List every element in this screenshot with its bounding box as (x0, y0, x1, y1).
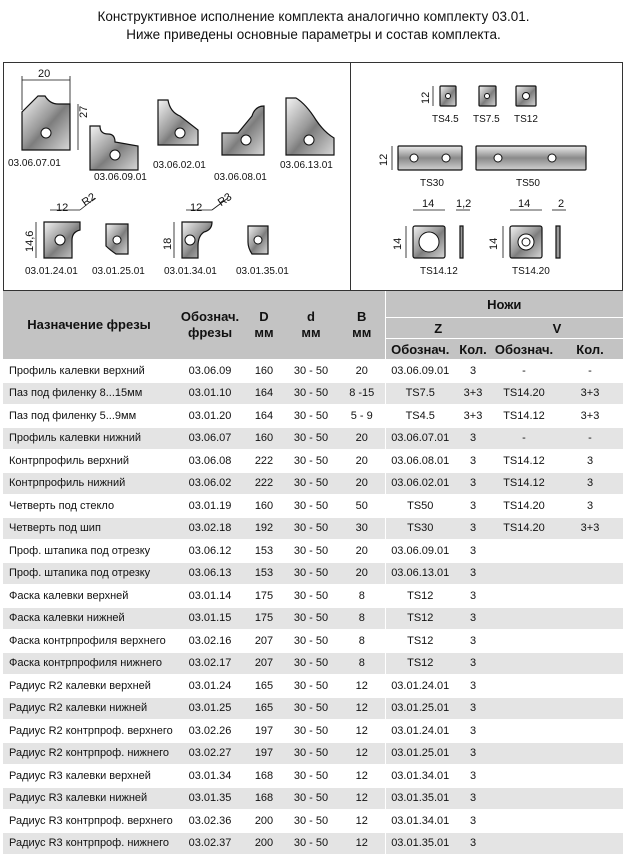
cell-z-kol: 3 (455, 360, 491, 383)
table-row (3, 517, 623, 540)
cell-B: 12 (339, 720, 385, 743)
cell-v-oboz (491, 607, 557, 630)
cell-d: 30 - 50 (283, 540, 339, 563)
cell-v-oboz: TS14.20 (491, 382, 557, 405)
cell-d: 30 - 50 (283, 832, 339, 854)
dim-14-6: 14,6 (24, 231, 36, 252)
cell-z-oboz: 03.01.25.01 (385, 742, 455, 765)
table-row (3, 562, 623, 585)
dim-2: 2 (558, 198, 564, 210)
cell-v-kol (557, 607, 623, 630)
cell-code: 03.02.36 (175, 810, 245, 833)
cell-name: Радиус R2 контрпроф. верхнего (3, 720, 175, 743)
cell-code: 03.02.27 (175, 742, 245, 765)
cell-D: 165 (245, 675, 283, 698)
fig-label-ts7-5: TS7.5 (473, 114, 500, 125)
cell-v-kol (557, 697, 623, 720)
cell-name: Профиль калевки верхний (3, 360, 175, 383)
table-row (3, 675, 623, 698)
cell-z-kol: 3 (455, 742, 491, 765)
fig-label-ts12: TS12 (514, 114, 538, 125)
col-header-v-oboz: Обознач. (491, 339, 557, 360)
cell-z-kol: 3 (455, 450, 491, 473)
cell-B: 12 (339, 832, 385, 854)
cell-z-oboz: 03.01.34.01 (385, 765, 455, 788)
cell-v-kol (557, 787, 623, 810)
cell-D: 197 (245, 742, 283, 765)
table-row (3, 585, 623, 608)
cell-v-kol (557, 765, 623, 788)
cell-v-oboz (491, 652, 557, 675)
cell-d: 30 - 50 (283, 360, 339, 383)
cell-z-kol: 3 (455, 787, 491, 810)
cell-v-oboz: TS14.12 (491, 472, 557, 495)
cell-name: Фаска калевки верхней (3, 585, 175, 608)
cell-v-kol: - (557, 360, 623, 383)
cell-d: 30 - 50 (283, 427, 339, 450)
cell-z-kol: 3 (455, 562, 491, 585)
cell-z-oboz: 03.01.35.01 (385, 832, 455, 854)
cell-B: 12 (339, 675, 385, 698)
col-header-v: V (491, 318, 623, 339)
cell-v-oboz (491, 810, 557, 833)
fig-label-03-06-08-01: 03.06.08.01 (214, 172, 267, 183)
cell-D: 160 (245, 495, 283, 518)
cell-name: Радиус R3 контрпроф. верхнего (3, 810, 175, 833)
cell-B: 8 (339, 630, 385, 653)
cell-v-oboz (491, 540, 557, 563)
cell-z-oboz: 03.06.13.01 (385, 562, 455, 585)
dim-27: 27 (78, 106, 90, 118)
fig-label-03-01-25-01: 03.01.25.01 (92, 266, 145, 277)
cell-B: 8 (339, 607, 385, 630)
table-row (3, 697, 623, 720)
cell-D: 160 (245, 427, 283, 450)
cell-z-oboz: 03.06.08.01 (385, 450, 455, 473)
dim-12-small: 12 (420, 92, 432, 104)
dim-14-a: 14 (422, 198, 434, 210)
cell-d: 30 - 50 (283, 405, 339, 428)
cell-d: 30 - 50 (283, 382, 339, 405)
cell-v-oboz: TS14.20 (491, 495, 557, 518)
cell-d: 30 - 50 (283, 652, 339, 675)
cell-B: 8 (339, 652, 385, 675)
cell-code: 03.06.13 (175, 562, 245, 585)
cell-z-kol: 3+3 (455, 382, 491, 405)
col-header-z-kol: Кол. (455, 339, 491, 360)
table-row (3, 765, 623, 788)
cell-name: Радиус R2 контрпроф. нижнего (3, 742, 175, 765)
table-row (3, 405, 623, 428)
cell-v-oboz: TS14.12 (491, 405, 557, 428)
cell-B: 12 (339, 765, 385, 788)
cell-name: Радиус R3 калевки нижней (3, 787, 175, 810)
cell-D: 222 (245, 450, 283, 473)
table-row (3, 540, 623, 563)
table-row (3, 450, 623, 473)
dim-12-a: 12 (56, 202, 68, 214)
cell-v-kol (557, 630, 623, 653)
col-header-knives: Ножи (385, 291, 623, 318)
table-row (3, 652, 623, 675)
cell-z-oboz: TS12 (385, 652, 455, 675)
cell-d: 30 - 50 (283, 450, 339, 473)
cell-D: 153 (245, 540, 283, 563)
cell-z-oboz: 03.01.25.01 (385, 697, 455, 720)
cell-code: 03.01.35 (175, 787, 245, 810)
col-header-name: Назначение фрезы (3, 291, 175, 360)
cell-z-kol: 3 (455, 697, 491, 720)
fig-label-ts50: TS50 (516, 178, 540, 189)
header-line-2: Ниже приведены основные параметры и состав комплекта. (0, 26, 627, 44)
cell-z-kol: 3+3 (455, 405, 491, 428)
cell-d: 30 - 50 (283, 810, 339, 833)
cell-D: 164 (245, 382, 283, 405)
col-header-z-oboz: Обознач. (385, 339, 455, 360)
cell-z-oboz: TS30 (385, 517, 455, 540)
cell-z-kol: 3 (455, 675, 491, 698)
cell-z-oboz: TS4.5 (385, 405, 455, 428)
cell-name: Фаска контрпрофиля верхнего (3, 630, 175, 653)
cell-v-oboz (491, 697, 557, 720)
cell-z-kol: 3 (455, 472, 491, 495)
cell-v-kol: 3 (557, 472, 623, 495)
cell-z-oboz: 03.01.24.01 (385, 720, 455, 743)
cell-name: Четверть под стекло (3, 495, 175, 518)
cell-code: 03.06.08 (175, 450, 245, 473)
cell-code: 03.01.15 (175, 607, 245, 630)
cell-v-kol: 3+3 (557, 382, 623, 405)
cell-v-kol (557, 720, 623, 743)
table-row (3, 832, 623, 854)
spec-table (3, 291, 623, 854)
cell-code: 03.06.07 (175, 427, 245, 450)
cell-D: 160 (245, 360, 283, 383)
cell-z-kol: 3 (455, 607, 491, 630)
cell-v-kol: 3 (557, 495, 623, 518)
fig-label-03-06-02-01: 03.06.02.01 (153, 160, 206, 171)
cell-d: 30 - 50 (283, 585, 339, 608)
cell-B: 5 - 9 (339, 405, 385, 428)
cell-B: 12 (339, 742, 385, 765)
cell-v-kol: 3 (557, 450, 623, 473)
cell-D: 200 (245, 832, 283, 854)
cell-code: 03.01.20 (175, 405, 245, 428)
cell-z-kol: 3 (455, 765, 491, 788)
cell-name: Фаска контрпрофиля нижнего (3, 652, 175, 675)
dim-12-b: 12 (190, 202, 202, 214)
cell-v-oboz: - (491, 360, 557, 383)
fig-label-ts14-12: TS14.12 (420, 266, 458, 277)
cell-z-kol: 3 (455, 810, 491, 833)
col-header-D: D мм (245, 291, 283, 360)
cell-z-oboz: TS12 (385, 630, 455, 653)
cell-D: 207 (245, 630, 283, 653)
cell-v-kol (557, 832, 623, 854)
cell-d: 30 - 50 (283, 675, 339, 698)
table-row (3, 607, 623, 630)
header-line-1: Конструктивное исполнение комплекта аналогично комплекту 03.01. (0, 8, 627, 26)
cell-B: 20 (339, 472, 385, 495)
cell-B: 12 (339, 697, 385, 720)
cell-B: 50 (339, 495, 385, 518)
cell-z-oboz: 03.01.24.01 (385, 675, 455, 698)
cell-D: 222 (245, 472, 283, 495)
cell-v-oboz (491, 765, 557, 788)
table-row (3, 427, 623, 450)
cell-name: Радиус R3 контрпроф. нижнего (3, 832, 175, 854)
cell-z-oboz: 03.06.09.01 (385, 360, 455, 383)
cell-B: 20 (339, 450, 385, 473)
cell-z-kol: 3 (455, 652, 491, 675)
cell-d: 30 - 50 (283, 495, 339, 518)
fig-label-03-01-24-01: 03.01.24.01 (25, 266, 78, 277)
table-row (3, 810, 623, 833)
cell-z-oboz: TS50 (385, 495, 455, 518)
cell-code: 03.01.19 (175, 495, 245, 518)
cell-code: 03.02.37 (175, 832, 245, 854)
cell-D: 175 (245, 585, 283, 608)
cell-d: 30 - 50 (283, 787, 339, 810)
dim-r2: R2 (80, 191, 98, 209)
cell-code: 03.02.16 (175, 630, 245, 653)
cell-v-kol (557, 742, 623, 765)
table-row (3, 472, 623, 495)
cell-v-oboz (491, 832, 557, 854)
cell-name: Радиус R2 калевки нижней (3, 697, 175, 720)
cell-v-oboz (491, 562, 557, 585)
cell-B: 30 (339, 517, 385, 540)
cell-code: 03.01.10 (175, 382, 245, 405)
cell-code: 03.01.25 (175, 697, 245, 720)
dim-14-d: 14 (488, 238, 500, 250)
fig-label-03-01-34-01: 03.01.34.01 (164, 266, 217, 277)
cell-D: 197 (245, 720, 283, 743)
col-header-z: Z (385, 318, 491, 339)
cell-B: 8 -15 (339, 382, 385, 405)
dim-14-b: 14 (392, 238, 404, 250)
cell-name: Паз под филенку 8...15мм (3, 382, 175, 405)
fig-label-03-06-09-01: 03.06.09.01 (94, 172, 147, 183)
cell-D: 200 (245, 810, 283, 833)
fig-label-ts30: TS30 (420, 178, 444, 189)
cell-v-oboz: TS14.12 (491, 450, 557, 473)
cell-v-oboz: TS14.20 (491, 517, 557, 540)
cell-D: 168 (245, 765, 283, 788)
cell-v-kol (557, 585, 623, 608)
cell-v-kol: 3+3 (557, 517, 623, 540)
dim-12-long: 12 (378, 154, 390, 166)
cell-name: Радиус R2 калевки верхней (3, 675, 175, 698)
cell-name: Паз под филенку 5...9мм (3, 405, 175, 428)
cell-name: Профиль калевки нижний (3, 427, 175, 450)
cell-v-oboz (491, 742, 557, 765)
cell-z-kol: 3 (455, 832, 491, 854)
cell-B: 20 (339, 562, 385, 585)
dim-20: 20 (38, 68, 50, 80)
fig-label-ts14-20: TS14.20 (512, 266, 550, 277)
cell-d: 30 - 50 (283, 607, 339, 630)
cell-D: 153 (245, 562, 283, 585)
cell-v-oboz (491, 720, 557, 743)
cell-v-kol (557, 652, 623, 675)
cell-D: 192 (245, 517, 283, 540)
spec-table-body (3, 360, 623, 854)
cell-code: 03.02.18 (175, 517, 245, 540)
cell-z-oboz: 03.01.34.01 (385, 810, 455, 833)
cell-code: 03.06.12 (175, 540, 245, 563)
cell-name: Проф. штапика под отрезку (3, 562, 175, 585)
cell-d: 30 - 50 (283, 630, 339, 653)
fig-label-03-06-07-01: 03.06.07.01 (8, 158, 61, 169)
table-row (3, 382, 623, 405)
col-header-code: Обознач. фрезы (175, 291, 245, 360)
dim-18: 18 (162, 238, 174, 250)
table-row (3, 495, 623, 518)
fig-label-03-01-35-01: 03.01.35.01 (236, 266, 289, 277)
cell-z-kol: 3 (455, 427, 491, 450)
cell-d: 30 - 50 (283, 742, 339, 765)
cell-d: 30 - 50 (283, 517, 339, 540)
cell-d: 30 - 50 (283, 765, 339, 788)
cell-z-oboz: TS12 (385, 607, 455, 630)
cell-code: 03.01.14 (175, 585, 245, 608)
figure-labels (0, 0, 627, 300)
cell-v-kol (557, 540, 623, 563)
cell-D: 164 (245, 405, 283, 428)
cell-name: Четверть под шип (3, 517, 175, 540)
dim-1-2: 1,2 (456, 198, 471, 210)
cell-code: 03.01.34 (175, 765, 245, 788)
cell-v-oboz (491, 630, 557, 653)
fig-label-03-06-13-01: 03.06.13.01 (280, 160, 333, 171)
cell-name: Проф. штапика под отрезку (3, 540, 175, 563)
cell-B: 12 (339, 810, 385, 833)
cell-z-oboz: TS12 (385, 585, 455, 608)
cell-name: Контрпрофиль верхний (3, 450, 175, 473)
cell-v-oboz (491, 787, 557, 810)
cell-B: 20 (339, 360, 385, 383)
cell-d: 30 - 50 (283, 562, 339, 585)
cell-v-kol (557, 562, 623, 585)
cell-z-oboz: 03.01.35.01 (385, 787, 455, 810)
table-row (3, 360, 623, 383)
cell-B: 8 (339, 585, 385, 608)
dim-r3: R3 (216, 191, 234, 209)
cell-d: 30 - 50 (283, 472, 339, 495)
cell-D: 168 (245, 787, 283, 810)
fig-label-ts4-5: TS4.5 (432, 114, 459, 125)
cell-z-kol: 3 (455, 585, 491, 608)
cell-z-kol: 3 (455, 630, 491, 653)
cell-z-oboz: 03.06.07.01 (385, 427, 455, 450)
cell-B: 20 (339, 540, 385, 563)
cell-z-kol: 3 (455, 495, 491, 518)
cell-z-kol: 3 (455, 517, 491, 540)
cell-v-oboz (491, 675, 557, 698)
cell-v-kol (557, 810, 623, 833)
table-row (3, 630, 623, 653)
col-header-B: B мм (339, 291, 385, 360)
cell-D: 165 (245, 697, 283, 720)
cell-name: Радиус R3 калевки верхней (3, 765, 175, 788)
dim-14-c: 14 (518, 198, 530, 210)
col-header-v-kol: Кол. (557, 339, 623, 360)
cell-d: 30 - 50 (283, 720, 339, 743)
cell-code: 03.02.17 (175, 652, 245, 675)
cell-v-oboz (491, 585, 557, 608)
cell-v-kol (557, 675, 623, 698)
cell-D: 207 (245, 652, 283, 675)
cell-name: Контрпрофиль нижний (3, 472, 175, 495)
cell-z-kol: 3 (455, 720, 491, 743)
cell-z-oboz: 03.06.02.01 (385, 472, 455, 495)
cell-d: 30 - 50 (283, 697, 339, 720)
cell-code: 03.06.02 (175, 472, 245, 495)
cell-v-kol: 3+3 (557, 405, 623, 428)
cell-code: 03.02.26 (175, 720, 245, 743)
col-header-d: d мм (283, 291, 339, 360)
cell-v-kol: - (557, 427, 623, 450)
table-row (3, 787, 623, 810)
table-row (3, 742, 623, 765)
cell-name: Фаска калевки нижней (3, 607, 175, 630)
cell-code: 03.01.24 (175, 675, 245, 698)
cell-z-kol: 3 (455, 540, 491, 563)
cell-v-oboz: - (491, 427, 557, 450)
cell-D: 175 (245, 607, 283, 630)
cell-B: 20 (339, 427, 385, 450)
table-row (3, 720, 623, 743)
cell-z-oboz: TS7.5 (385, 382, 455, 405)
cell-code: 03.06.09 (175, 360, 245, 383)
cell-B: 12 (339, 787, 385, 810)
cell-z-oboz: 03.06.09.01 (385, 540, 455, 563)
